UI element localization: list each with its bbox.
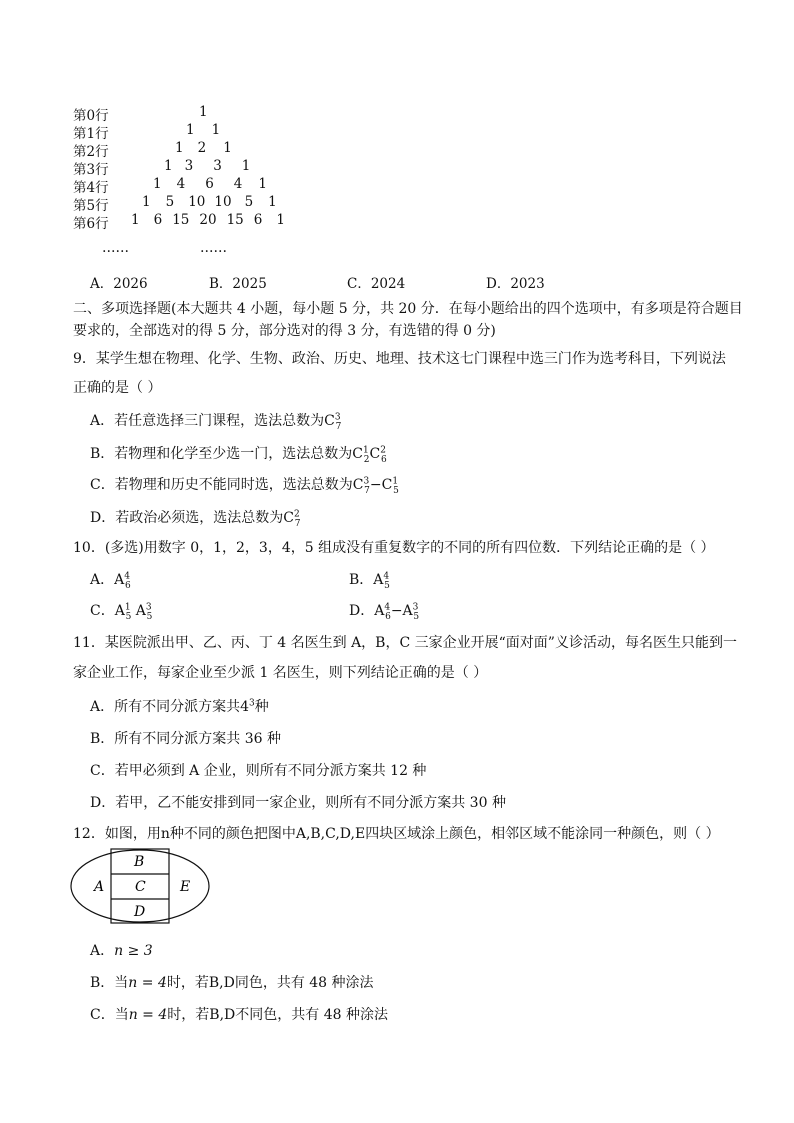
q9-option-a: A．若任意选择三门课程，选法总数为$C^3_7$ — [90, 412, 342, 432]
region-figure — [70, 846, 212, 926]
ellipsis: …… — [200, 240, 227, 256]
q10-option-b: B．$A^4_5$ — [349, 571, 390, 591]
q11-option-b: B．所有不同分派方案共 36 种 — [90, 731, 282, 747]
row-label: 第4行 — [73, 180, 109, 196]
q11-option-a: A．所有不同分派方案共$4^3$种 — [90, 698, 269, 715]
row-values: 1 2 1 — [175, 140, 232, 156]
row-label: 第5行 — [73, 198, 109, 214]
option-d: D．2023 — [486, 276, 545, 292]
q12-option-b: B．当n = 4时，若B,D同色，共有 48 种涂法 — [90, 975, 374, 991]
q9-stem: 9．某学生想在物理、化学、生物、政治、历史、地理、技术这七门课程中选三门作为选考科目，下列说法 — [73, 351, 726, 367]
q10-option-d: D．$A^4_6-A^3_5$ — [349, 602, 420, 622]
q9-option-d: D．若政治必须选，选法总数为$C^2_7$ — [90, 509, 301, 529]
q11-stem-cont: 家企业工作，每家企业至少派 1 名医生，则下列结论正确的是（ ） — [73, 665, 488, 681]
row-label: 第3行 — [73, 162, 109, 178]
q11-option-d: D．若甲，乙不能安排到同一家企业，则所有不同分派方案共 30 种 — [90, 795, 506, 811]
q9-option-b: B．若物理和化学至少选一门，选法总数为$C^1_2C^2_6$ — [90, 445, 387, 465]
q10-option-c: C．$A^1_5$ $A^3_5$ — [90, 602, 153, 622]
q11-stem: 11．某医院派出甲、乙、丙、丁 4 名医生到 A，B，C 三家企业开展“面对面”义诊活动，每名医生只能到一 — [73, 635, 737, 651]
row-values: 1 4 6 4 1 — [153, 176, 267, 192]
row-values: 1 5 10 10 5 1 — [142, 194, 277, 210]
region-label-d: D — [134, 904, 146, 920]
q9-option-c: C．若物理和历史不能同时选，选法总数为$C^3_7-C^1_5$ — [90, 476, 399, 496]
q10-stem: 10．(多选)用数字 0，1，2，3，4，5 组成没有重复数字的不同的所有四位数．下列结论正确的是（ ） — [73, 540, 715, 556]
row-label: 第6行 — [73, 216, 109, 232]
section-heading: 二、多项选择题(本大题共 4 小题，每小题 5 分，共 20 分．在每小题给出的四个选项中，有多项是符合题目 — [73, 301, 743, 317]
row-label: 第2行 — [73, 144, 109, 160]
region-label-c: C — [135, 879, 146, 895]
option-c: C．2024 — [347, 276, 406, 292]
region-label-b: B — [134, 854, 145, 870]
q12-stem: 12．如图，用n种不同的颜色把图中A,B,C,D,E四块区域涂上颜色，相邻区域不能涂同一种颜色，则（ ） — [73, 826, 720, 842]
row-values: 1 1 — [186, 122, 221, 138]
row-label: 第1行 — [73, 126, 109, 142]
q9-stem-cont: 正确的是（ ） — [73, 380, 162, 396]
ellipsis: …… — [102, 240, 129, 256]
option-a: A．2026 — [90, 276, 148, 292]
region-label-a: A — [94, 879, 105, 895]
row-label: 第0行 — [73, 108, 109, 124]
row-values: 1 6 15 20 15 6 1 — [131, 212, 285, 228]
q12-option-c: C．当n = 4时，若B,D不同色，共有 48 种涂法 — [90, 1007, 388, 1023]
section-instructions: 要求的，全部选对的得 5 分，部分选对的得 3 分，有选错的得 0 分) — [73, 323, 496, 339]
row-values: 1 3 3 1 — [164, 158, 251, 174]
q10-option-a: A．$A^4_6$ — [90, 571, 131, 591]
row-values: 1 — [199, 104, 208, 120]
q11-option-c: C．若甲必须到 A 企业，则所有不同分派方案共 12 种 — [90, 763, 427, 779]
q12-option-a: A．n ≥ 3 — [90, 943, 153, 959]
option-b: B．2025 — [209, 276, 267, 292]
region-label-e: E — [180, 879, 191, 895]
